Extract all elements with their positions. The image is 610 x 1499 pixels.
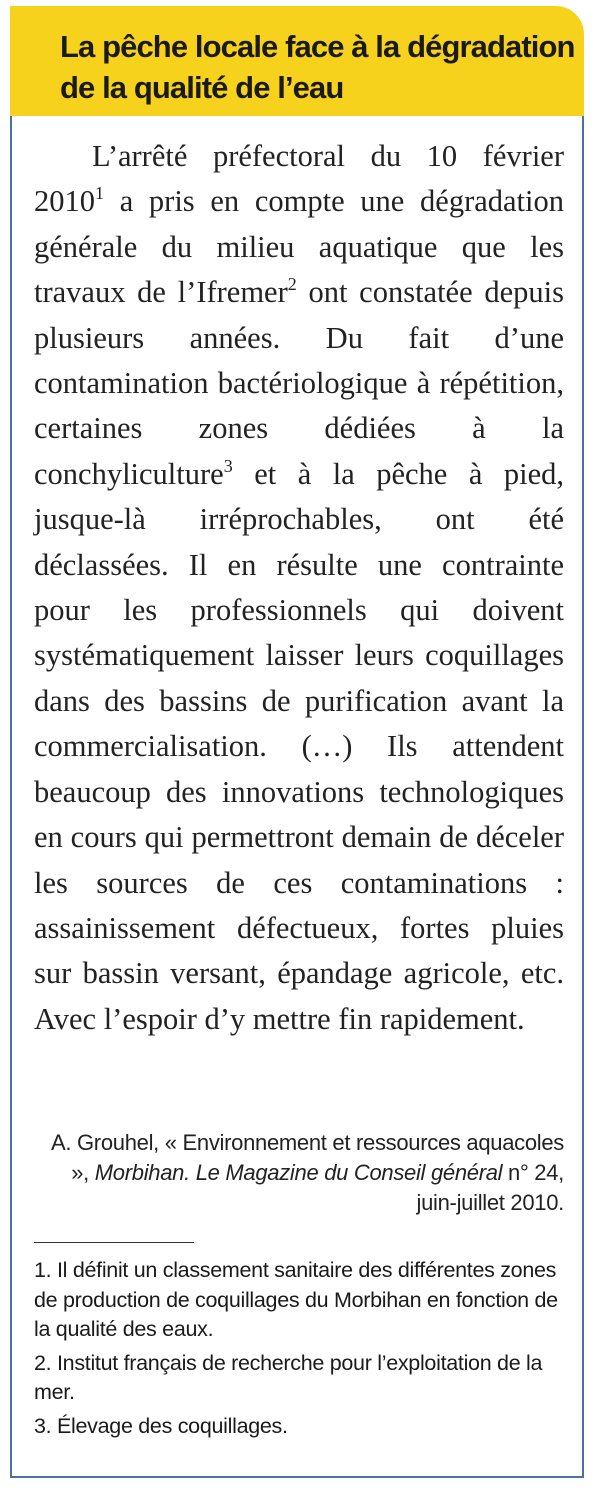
body-text-part-1: L’arrêté préfectoral du 10 février 2010	[34, 139, 564, 219]
body-text-part-3: ont constatée depuis plusieurs années. Du fait d’une contamination bactériologique à répétition, certaines zones dédiées à la conchyliculture	[34, 275, 564, 491]
footnotes-list	[34, 1256, 574, 1445]
body-text-part-4: et à la pêche à pied, jusque-là irréprochables, ont été déclassées. Il en résulte une contrainte pour les professionnels qui doivent systématiquement laisser leurs coquillages dans des bassins de purification avant la commercialisation. (…) Ils attendent beaucoup des innovations technologiques en cours qui permettront demain de déceler les sources de ces contaminations : assainissement défectueux, fortes pluies sur bassin versant, épandage agricole, etc. Avec l’espoir d’y mettre fin rapidement.	[34, 456, 564, 1036]
source-author: A. Grouhel, « Environnement et ressources aquacoles »,	[51, 1130, 564, 1185]
article-title: La pêche locale face à la dégradation de la qualité de l’eau	[60, 29, 575, 105]
body-paragraph	[34, 134, 564, 1042]
title-band	[10, 6, 584, 116]
source-publication: Morbihan. Le Magazine du Conseil général	[94, 1160, 503, 1185]
source-issue: n° 24, juin-juillet 2010.	[416, 1160, 564, 1215]
footnote-3: 3. Élevage des coquillages.	[34, 1413, 288, 1438]
footnote-2: 2. Institut français de recherche pour l’exploitation de la mer.	[34, 1350, 543, 1404]
footnote-ref-1: 1	[95, 183, 104, 204]
source-citation	[42, 1128, 564, 1218]
document-box	[10, 6, 584, 1479]
footnote-ref-3: 3	[223, 455, 233, 476]
content-frame	[10, 116, 584, 1478]
body-text-part-2: a pris en compte une dégradation générale du milieu aquatique que les travaux de l’Ifremer	[34, 184, 564, 310]
footnote-ref-2: 2	[287, 274, 297, 295]
footnote-separator	[34, 1242, 194, 1243]
footnote-1: 1. Il définit un classement sanitaire des différentes zones de production de coquillages du Morbihan en fonction de la qualité des eaux.	[34, 1258, 558, 1341]
